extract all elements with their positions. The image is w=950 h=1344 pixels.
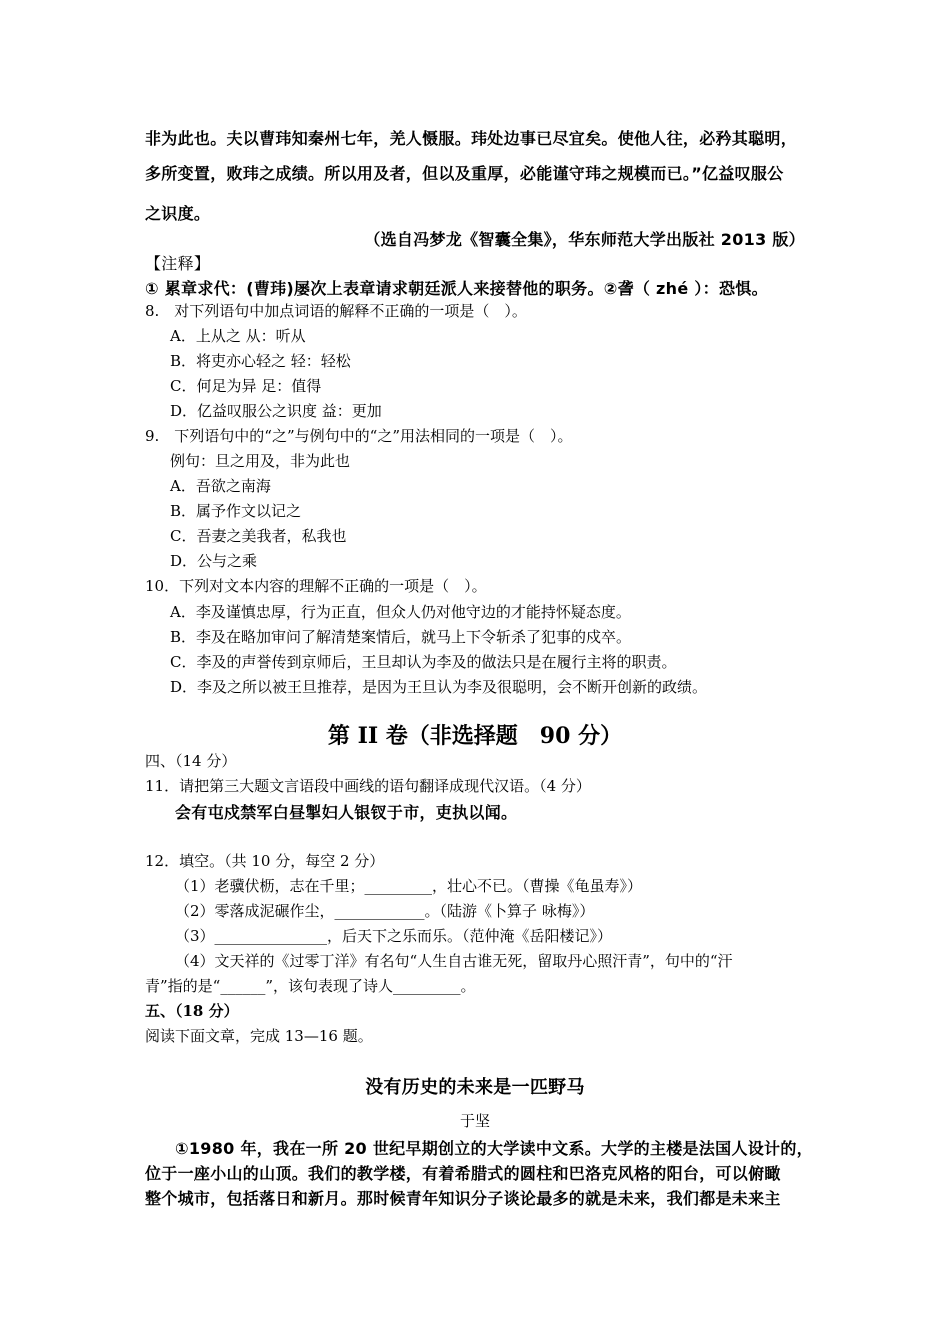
q8-option-d: D．亿益叹服公之识度 益：更加 [170,402,382,420]
q12-stem: 12．填空。（共 10 分，每空 2 分） [145,852,385,870]
notes-text: ① 累章求代：(曹玮)屡次上表章请求朝廷派人来接替他的职务。②詟（ zhé ）：恐惧。 [145,279,768,298]
q10-option-b: B．李及在略加审问了解清楚案情后，就马上下令斩杀了犯事的戍卒。 [170,628,632,646]
source-citation: （选自冯梦龙《智囊全集》，华东师范大学出版社 2013 版） [364,230,805,249]
q12-item-3: （3）_______________，后天下之乐而乐。（范仲淹《岳阳楼记》） [175,927,613,945]
q8-option-b: B．将吏亦心轻之 轻：轻松 [170,352,351,370]
q9-option-b: B．属予作文以记之 [170,502,302,520]
article-line-1: ①1980 年，我在一所 20 世纪早期创立的大学读中文系。大学的主楼是法国人设计的， [175,1139,813,1158]
q12-item-2: （2）零落成泥碾作尘，____________。（陆游《卜算子 咏梅》） [175,902,595,920]
article-line-2: 位于一座小山的山顶。我们的教学楼，有着希腊式的圆柱和巴洛克风格的阳台，可以俯瞰 [145,1164,781,1183]
q9-option-d: D．公与之乘 [170,552,258,570]
q10-option-c: C．李及的声誉传到京师后，王旦却认为李及的做法只是在履行主将的职责。 [170,653,677,671]
article-title: 没有历史的未来是一匹野马 [365,1077,585,1098]
q9-option-a: A．吾欲之南海 [170,477,271,495]
passage-line-2: 多所变置，败玮之成绩。所以用及者，但以及重厚，必能谨守玮之规模而已。”亿益叹服公 [145,164,784,183]
q9-option-c: C．吾妻之美我者，私我也 [170,527,347,545]
q9-example: 例句：旦之用及，非为此也 [170,452,351,470]
q12-item-4-cont: 青”指的是“______”，该句表现了诗人_________。 [145,977,476,995]
part-4-heading: 四、（14 分） [145,752,237,770]
article-author: 于坚 [459,1112,490,1130]
q9-stem: 9. 下列语句中的“之”与例句中的“之”用法相同的一项是（ ）。 [145,427,573,445]
article-line-3: 整个城市，包括落日和新月。那时候青年知识分子谈论最多的就是未来，我们都是未来主 [145,1189,781,1208]
part-5-heading: 五、（18 分） [145,1002,239,1020]
q8-option-a: A．上从之 从：听从 [170,327,306,345]
q8-stem: 8. 对下列语句中加点词语的解释不正确的一项是（ ）。 [145,302,527,320]
passage-line-3: 之识度。 [145,204,211,223]
q12-item-1: （1）老骥伏枥，志在千里；_________，壮心不已。（曹操《龟虽寿》） [175,877,643,895]
q10-option-d: D．李及之所以被王旦推荐，是因为王旦认为李及很聪明，会不断开创新的政绩。 [170,678,708,696]
notes-title: 【注释】 [145,254,211,273]
q10-option-a: A．李及谨慎忠厚，行为正直，但众人仍对他守边的才能持怀疑态度。 [170,603,631,621]
q12-item-4: （4）文天祥的《过零丁洋》有名句“人生自古谁无死，留取丹心照汗青”，句中的“汗 [175,952,733,970]
section-2-title: 第 II 卷（非选择题 90 分） [327,723,623,749]
q8-option-c: C．何足为异 足：值得 [170,377,322,395]
part-5-instruction: 阅读下面文章，完成 13—16 题。 [145,1027,373,1045]
passage-line-1: 非为此也。夫以曹玮知秦州七年，羌人慑服。玮处边事已尽宜矣。使他人往，必矜其聪明， [145,129,798,148]
q11-stem: 11．请把第三大题文言语段中画线的语句翻译成现代汉语。（4 分） [145,777,591,795]
q10-stem: 10．下列对文本内容的理解不正确的一项是（ ）。 [145,577,487,595]
q11-sentence: 会有屯戍禁军白昼掣妇人银钗于市，吏执以闻。 [175,803,518,822]
